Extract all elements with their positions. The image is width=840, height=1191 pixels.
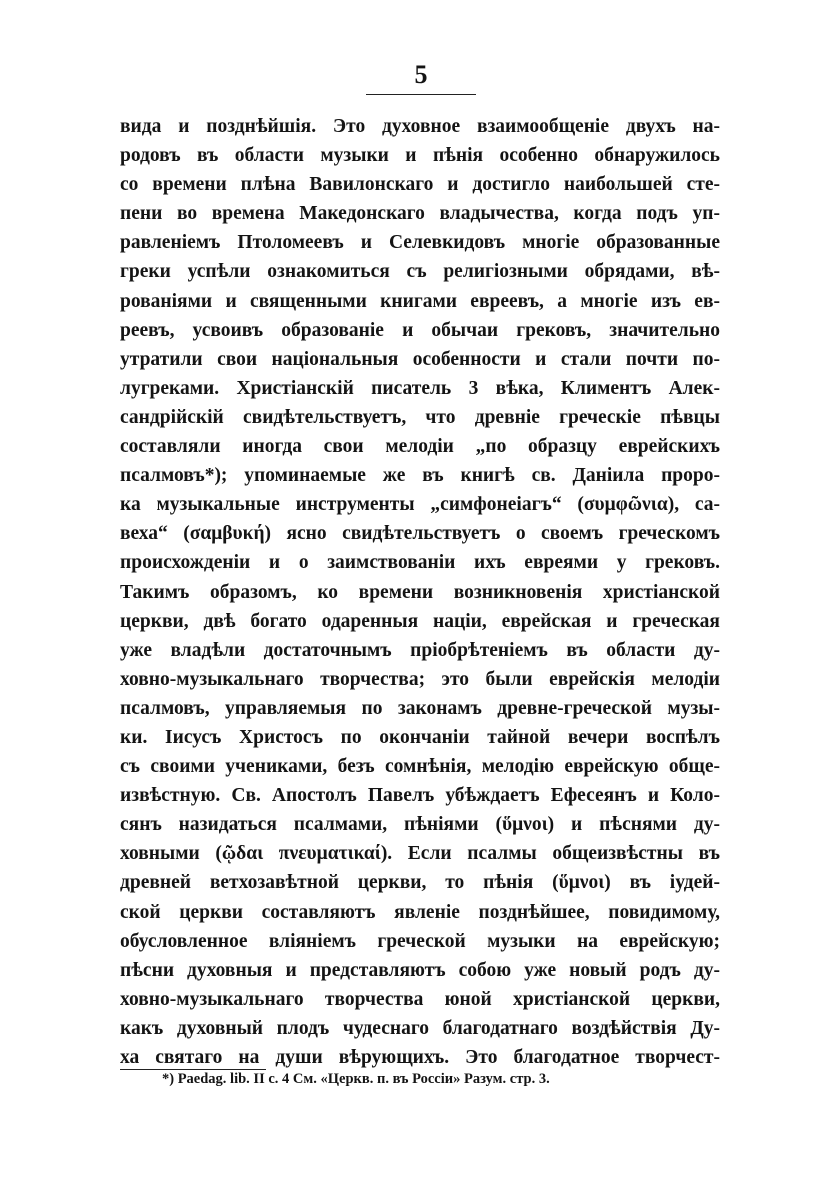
page-number-rule — [366, 94, 476, 95]
text-line: древней ветхозавѣтной церкви, то пѣнія (ὕμνοι) въ іудей- — [120, 872, 720, 894]
text-line: происхожденіи и о заимствованіи ихъ евреями у грековъ. — [120, 552, 720, 574]
text-line: ховно-музыкальнаго творчества; это были еврейскія мелодіи — [120, 668, 720, 690]
text-line: лугреками. Христіанскій писатель 3 вѣка, Климентъ Алек- — [120, 377, 720, 399]
text-line: утратили свои національныя особенности и стали почти по- — [120, 348, 720, 370]
text-line: псалмовъ*); упоминаемые же въ книгѣ св. Даніила проро- — [120, 465, 720, 487]
text-line: пени во времена Македонскаго владычества, когда подъ уп- — [120, 203, 720, 225]
text-line: псалмовъ, управляемыя по законамъ древне-греческой музы- — [120, 697, 720, 719]
text-line: уже владѣли достаточнымъ пріобрѣтеніемъ въ области ду- — [120, 639, 720, 661]
text-line: извѣстную. Св. Апостолъ Павелъ убѣждаетъ Ефесеянъ и Коло- — [120, 785, 720, 807]
text-line: равленіемъ Птоломеевъ и Селевкидовъ многіе образованные — [120, 232, 720, 254]
text-line: ской церкви составляютъ явленіе позднѣйшее, повидимому, — [120, 901, 720, 923]
text-line: веха“ (σαμβυκή) ясно свидѣтельствуетъ о своемъ греческомъ — [120, 523, 720, 545]
text-line: родовъ въ области музыки и пѣнія особенно обнаружилось — [120, 145, 720, 167]
page-number: 5 — [414, 60, 428, 89]
text-line: Такимъ образомъ, ко времени возникновенія христіанской — [120, 581, 720, 603]
body-text — [120, 112, 720, 1072]
text-line: какъ духовный плодъ чудеснаго благодатнаго воздѣйствія Ду- — [120, 1017, 720, 1039]
text-line: рованіями и священными книгами евреевъ, а многіе изъ ев- — [120, 290, 720, 312]
text-line: ховными (ῷδαι πνευματικαί). Если псалмы общеизвѣстны въ — [120, 843, 720, 865]
text-line: пѣсни духовныя и представляютъ собою уже новый родъ ду- — [120, 959, 720, 981]
text-line: вида и позднѣйшія. Это духовное взаимообщеніе двухъ на- — [120, 116, 720, 137]
text-line: ки. Іисусъ Христосъ по окончаніи тайной вечери воспѣлъ — [120, 726, 720, 748]
text-line: составляли иногда свои мелодіи „по образцу еврейскихъ — [120, 436, 720, 458]
text-line: сандрійскій свидѣтельствуетъ, что древніе греческіе пѣвцы — [120, 406, 720, 428]
footnote: *) Paedag. lib. II c. 4 См. «Церкв. п. въ Россіи» Разум. стр. 3. — [162, 1071, 550, 1087]
text-line: греки успѣли ознакомиться съ религіозными обрядами, вѣ- — [120, 261, 720, 283]
text-line: обусловленное вліяніемъ греческой музыки на еврейскую; — [120, 930, 720, 952]
text-line: ка музыкальные инструменты „симфонеіагъ“ (συμφῶνια), са- — [120, 494, 720, 516]
text-line: ха святаго на души вѣрующихъ. Это благодатное творчест- — [120, 1047, 720, 1068]
text-line: реевъ, усвоивъ образованіе и обычаи грековъ, значительно — [120, 319, 720, 341]
text-line: сянъ назидаться псалмами, пѣніями (ὕμνοι) и пѣснями ду- — [120, 814, 720, 836]
text-line: ховно-музыкальнаго творчества юной христіанской церкви, — [120, 988, 720, 1010]
text-line: съ своими учениками, безъ сомнѣнія, мелодію еврейскую обще- — [120, 756, 720, 778]
text-line: церкви, двѣ богато одаренныя націи, еврейская и греческая — [120, 610, 720, 632]
text-line: со времени плѣна Вавилонскаго и достигло наибольшей сте- — [120, 174, 720, 196]
